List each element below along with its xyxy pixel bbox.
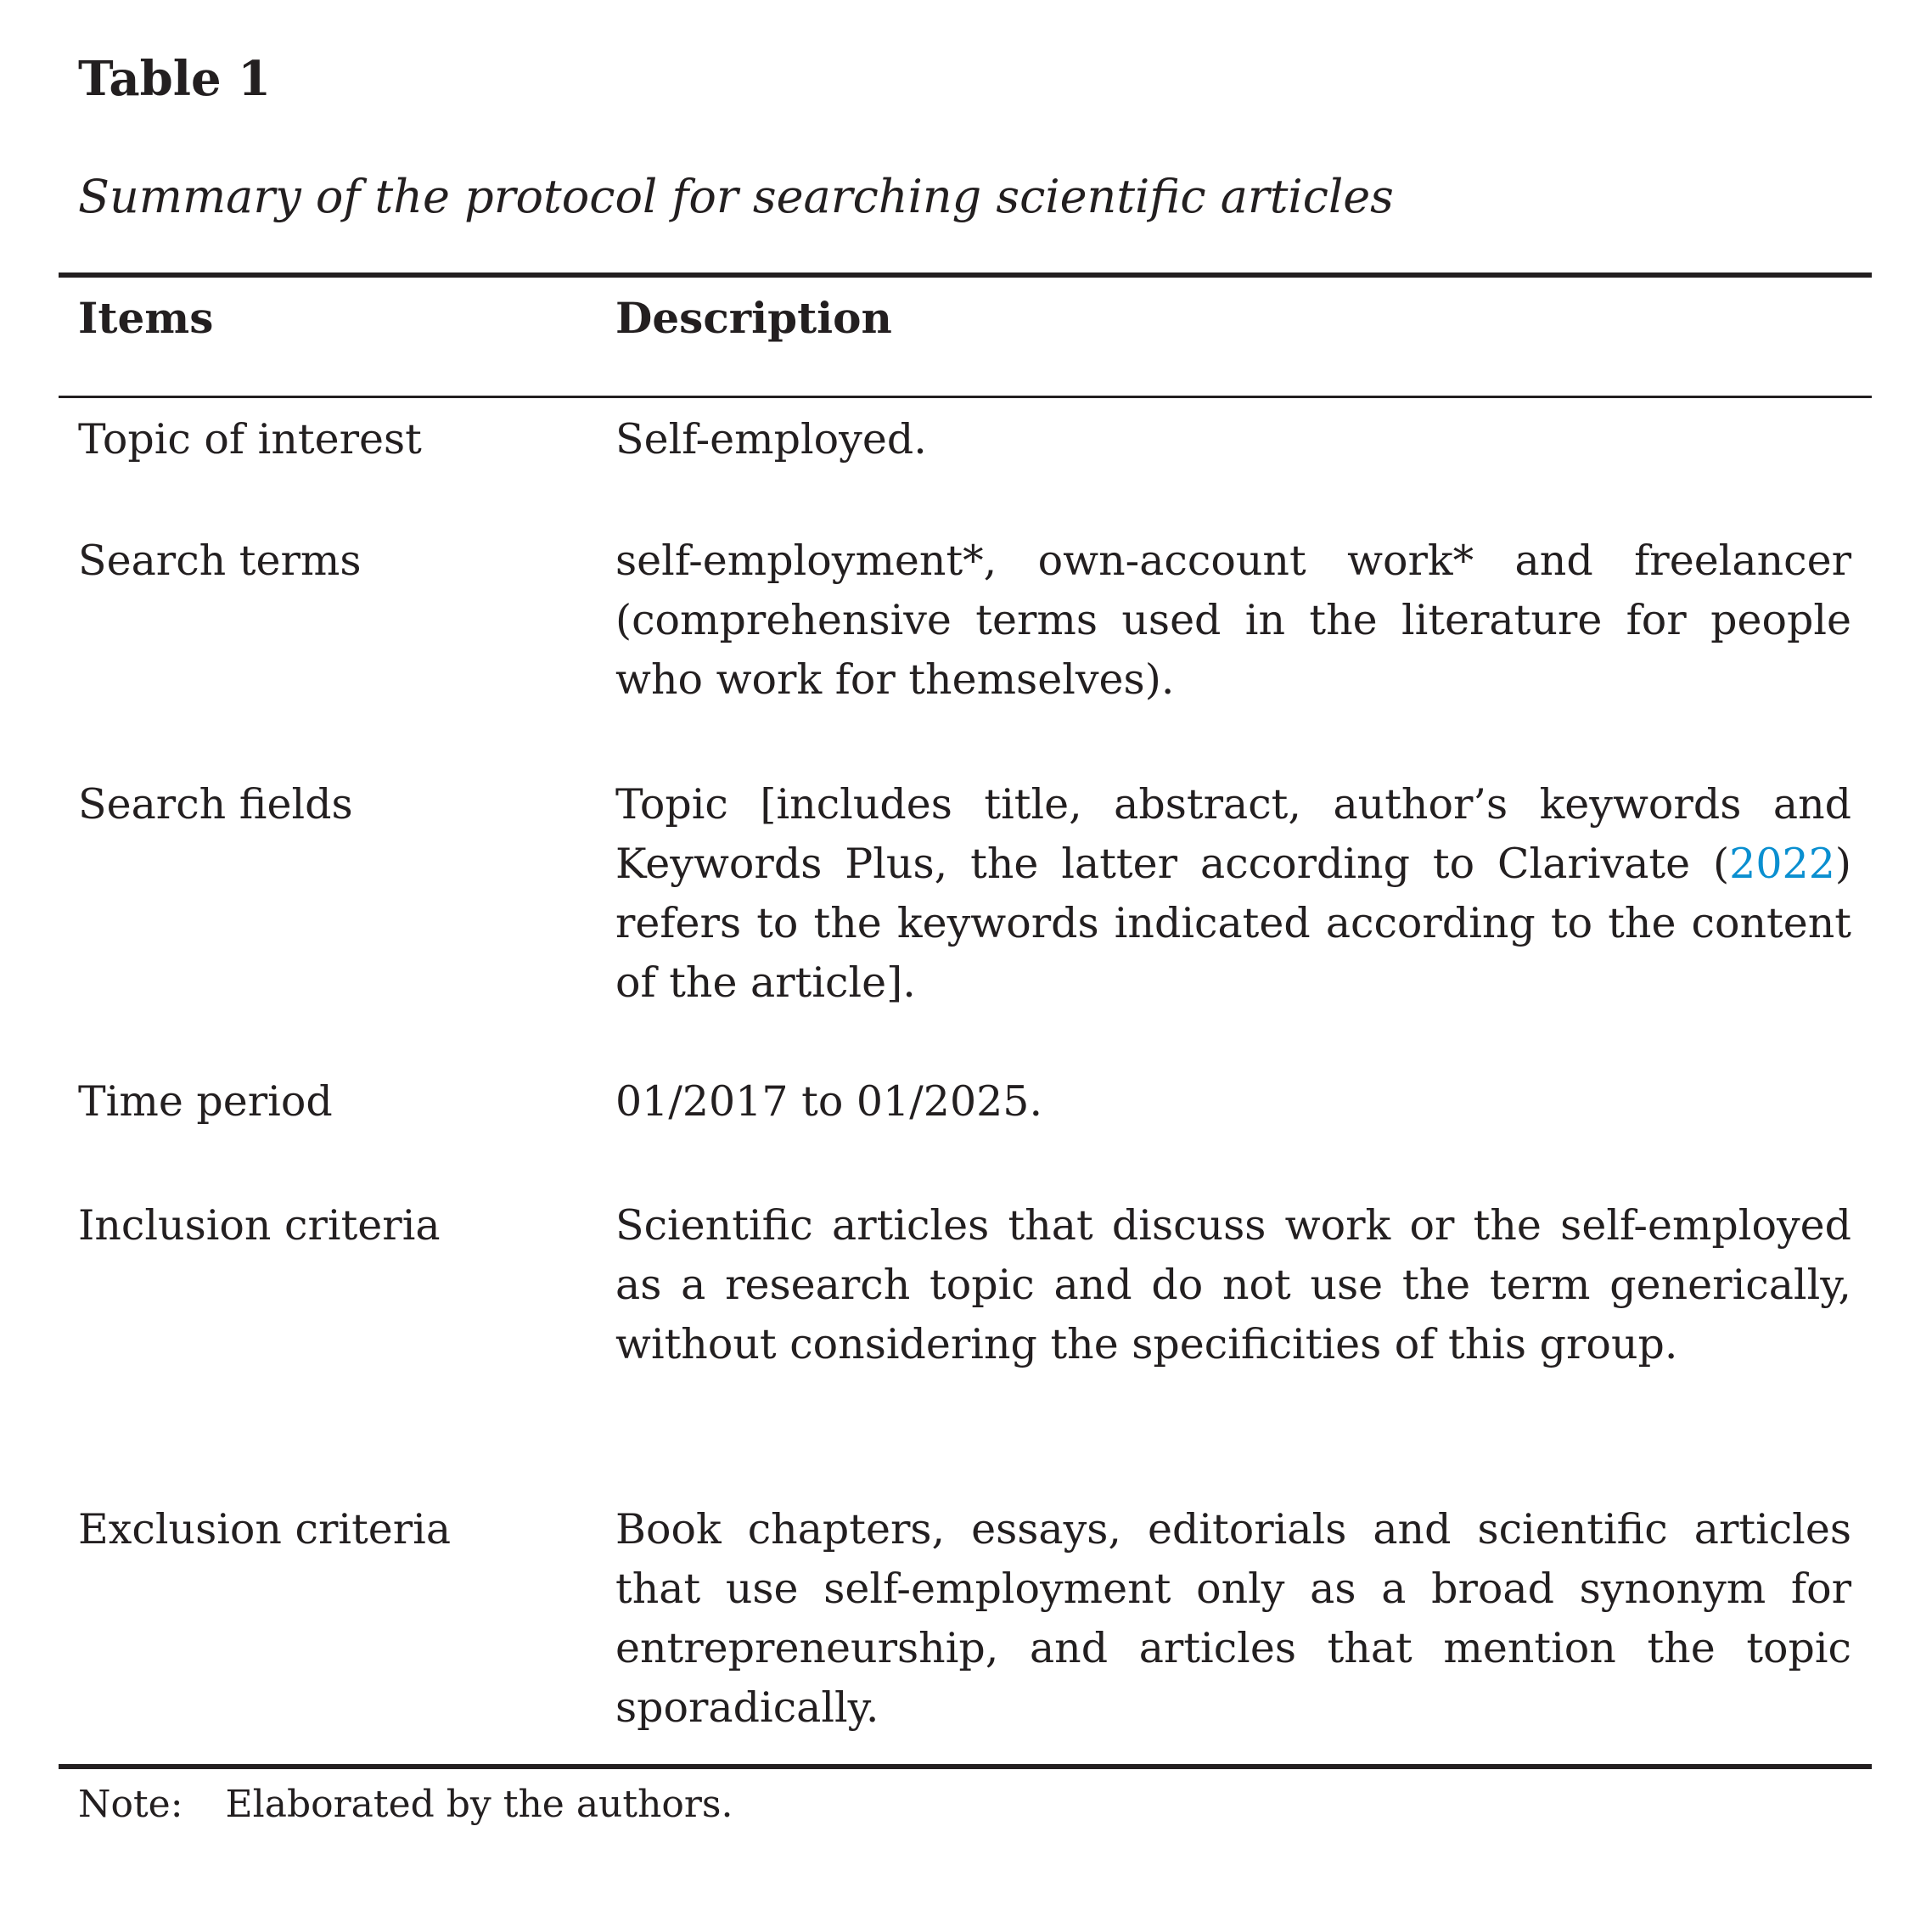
bottom-rule (59, 1764, 1872, 1769)
row-description: self-employment*, own-account work* and freelancer (comprehensive terms used in the literature for people who work for themselves). (615, 537, 1851, 704)
row-item: Search fields (78, 780, 353, 829)
row-item: Exclusion criteria (78, 1505, 452, 1554)
row-description: 01/2017 to 01/2025. (615, 1077, 1043, 1126)
row-description: Book chapters, essays, editorials and scientific articles that use self-employment only as a broad synonym for entrepreneurship, and articles that mention the topic sporadically. (615, 1505, 1851, 1732)
row-description: Scientific articles that discuss work or the self-employed as a research topic and do not use the term generically, without considering the specificities of this group. (615, 1201, 1851, 1368)
note-label: Note: (78, 1783, 183, 1826)
citation-link[interactable]: 2022 (1729, 840, 1835, 888)
header-rule (59, 396, 1872, 398)
table-title: Table 1 (78, 51, 272, 107)
row-item: Inclusion criteria (78, 1201, 441, 1250)
description-text: Topic [includes title, abstract, author’s keywords and Keywords Plus, the latter according to Clarivate ( (615, 780, 1851, 888)
header-description: Description (615, 293, 892, 343)
header-items: Items (78, 293, 214, 343)
row-item: Time period (78, 1077, 333, 1126)
table-note (78, 1783, 733, 1826)
row-item: Search terms (78, 537, 362, 585)
top-rule (59, 273, 1872, 278)
row-description (615, 775, 1851, 1013)
description-text: ) refers to the keywords indicated according to the content of the article]. (615, 840, 1851, 1007)
row-item: Topic of interest (78, 415, 422, 464)
note-text: Elaborated by the authors. (225, 1783, 733, 1826)
row-description: Self-employed. (615, 415, 927, 464)
table-caption: Summary of the protocol for searching scientific articles (78, 170, 1394, 223)
